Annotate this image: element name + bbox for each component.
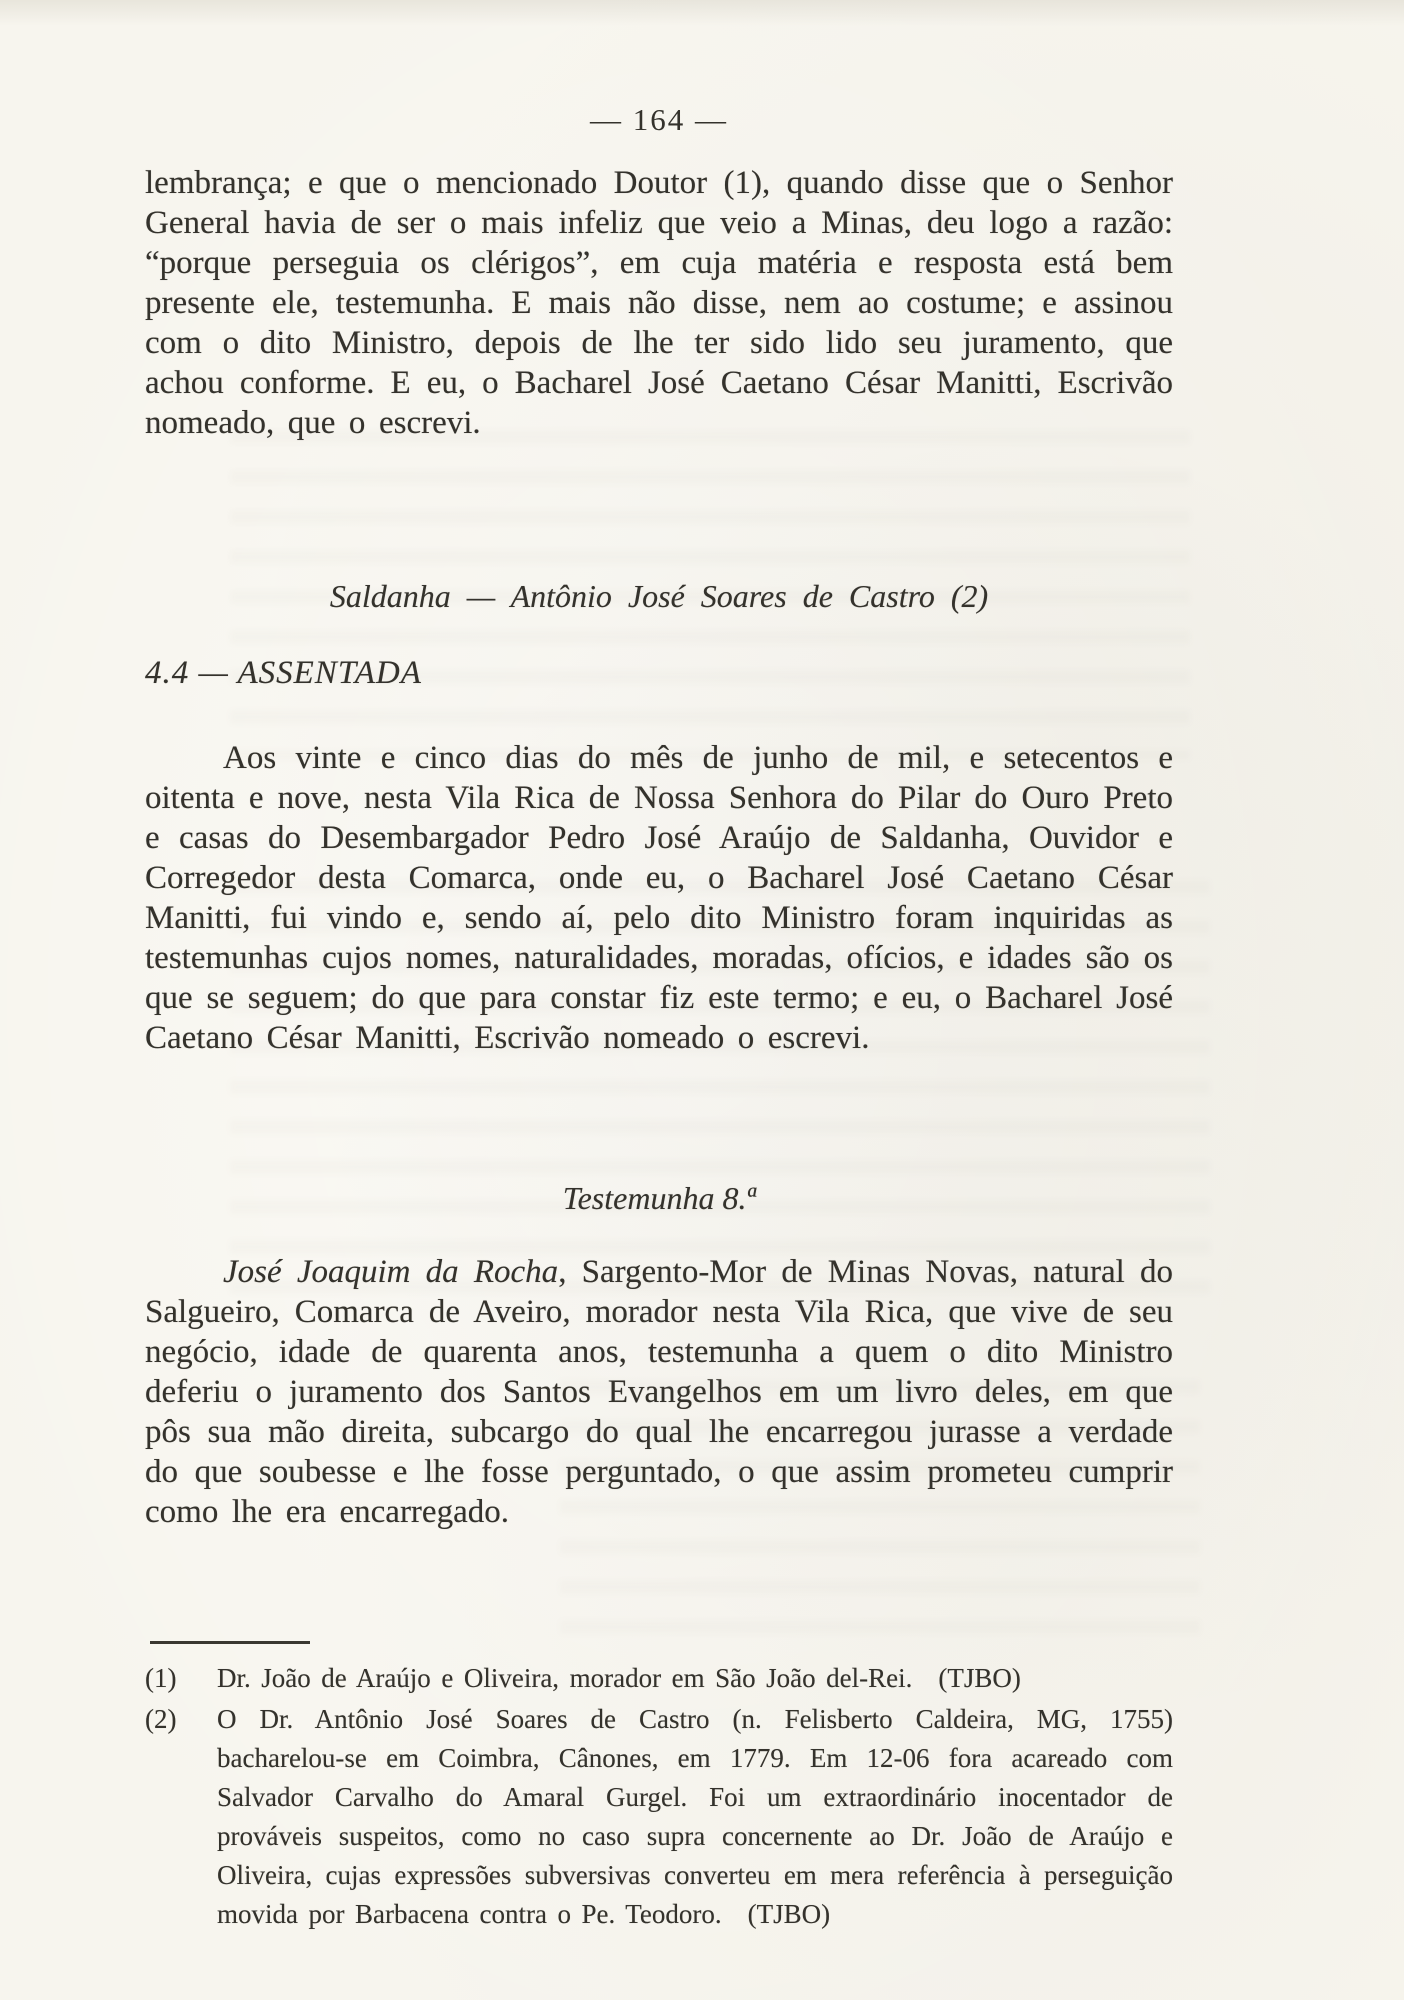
- footnote-1-source: (TJBO): [938, 1663, 1021, 1693]
- signature-line: Saldanha — Antônio José Soares de Castro (2): [329, 578, 989, 614]
- footnote-2-body: [217, 1700, 1173, 1934]
- paragraph-assentada: Aos vinte e cinco dias do mês de junho de mil, e setecentos e oitenta e nove, nesta Vila Rica de Nossa Senhora do Pilar do Ouro Preto e casas do Desembargador Pedro José Araújo de Saldanha, Ouvidor e Corregedor desta Comarca, onde eu, o Bacharel José Caetano César Manitti, fui vindo e, sendo aí, pelo dito Ministro foram inquiridas as testemunhas cujos nomes, naturalidades, moradas, ofícios, e idades são os que se seguem; do que para constar fiz este termo; e eu, o Bacharel José Caetano César Manitti, Escrivão nomeado o escrevi.: [145, 740, 1173, 1056]
- page-number: — 164 —: [590, 102, 728, 137]
- footnote-2-source: (TJBO): [747, 1899, 831, 1929]
- paragraph-testemunha-text: , Sargento-Mor de Minas Novas, natural do Salgueiro, Comarca de Aveiro, morador nesta Vila Rica, que vive de seu negócio, idade de quarenta anos, testemunha a quem o dito Ministro deferiu o juramento dos Santos Evangelhos em um livro deles, em que pôs sua mão direita, subcargo do qual lhe encarregou jurasse a verdade do que soubesse e lhe fosse perguntado, o que assim prometeu cumprir como lhe era encarregado.: [145, 1254, 1173, 1530]
- footnote-rule: [150, 1641, 310, 1644]
- paragraph-testemunha: [145, 1252, 1173, 1532]
- witness-name: José Joaquim da Rocha: [223, 1254, 559, 1290]
- footnote-2: [145, 1700, 1173, 1934]
- section-heading-assentada: 4.4 — ASSENTADA: [145, 655, 422, 691]
- footnote-1-body: [217, 1659, 1173, 1698]
- footnote-1-text: Dr. João de Araújo e Oliveira, morador em São João del-Rei.: [217, 1663, 913, 1693]
- footnote-2-marker: (2): [145, 1704, 177, 1734]
- witness-heading: Testemunha 8.ª: [562, 1180, 756, 1216]
- footnote-1: [145, 1659, 1173, 1698]
- footnote-2-text: O Dr. Antônio José Soares de Castro (n. Felisberto Caldeira, MG, 1755) bacharelou-se em Coimbra, Cânones, em 1779. Em 12-06 fora acareado com Salvador Carvalho do Amaral Gurgel. Foi um extraordinário inocentador de prováveis suspeitos, como no caso supra concernente ao Dr. João de Araújo e Oliveira, cujas expressões subversivas converteu em mera referência à perseguição movida por Barbacena contra o Pe. Teodoro.: [217, 1704, 1173, 1929]
- footnote-1-marker: (1): [145, 1663, 177, 1693]
- paragraph-continuation: lembrança; e que o mencionado Doutor (1), quando disse que o Senhor General havia de ser o mais infeliz que veio a Minas, deu logo a razão: “porque perseguia os clérigos”, em cuja matéria e resposta está bem presente ele, testemunha. E mais não disse, nem ao costume; e assinou com o dito Ministro, depois de lhe ter sido lido seu juramento, que achou conforme. E eu, o Bacharel José Caetano César Manitti, Escrivão nomeado, que o escrevi.: [145, 165, 1173, 441]
